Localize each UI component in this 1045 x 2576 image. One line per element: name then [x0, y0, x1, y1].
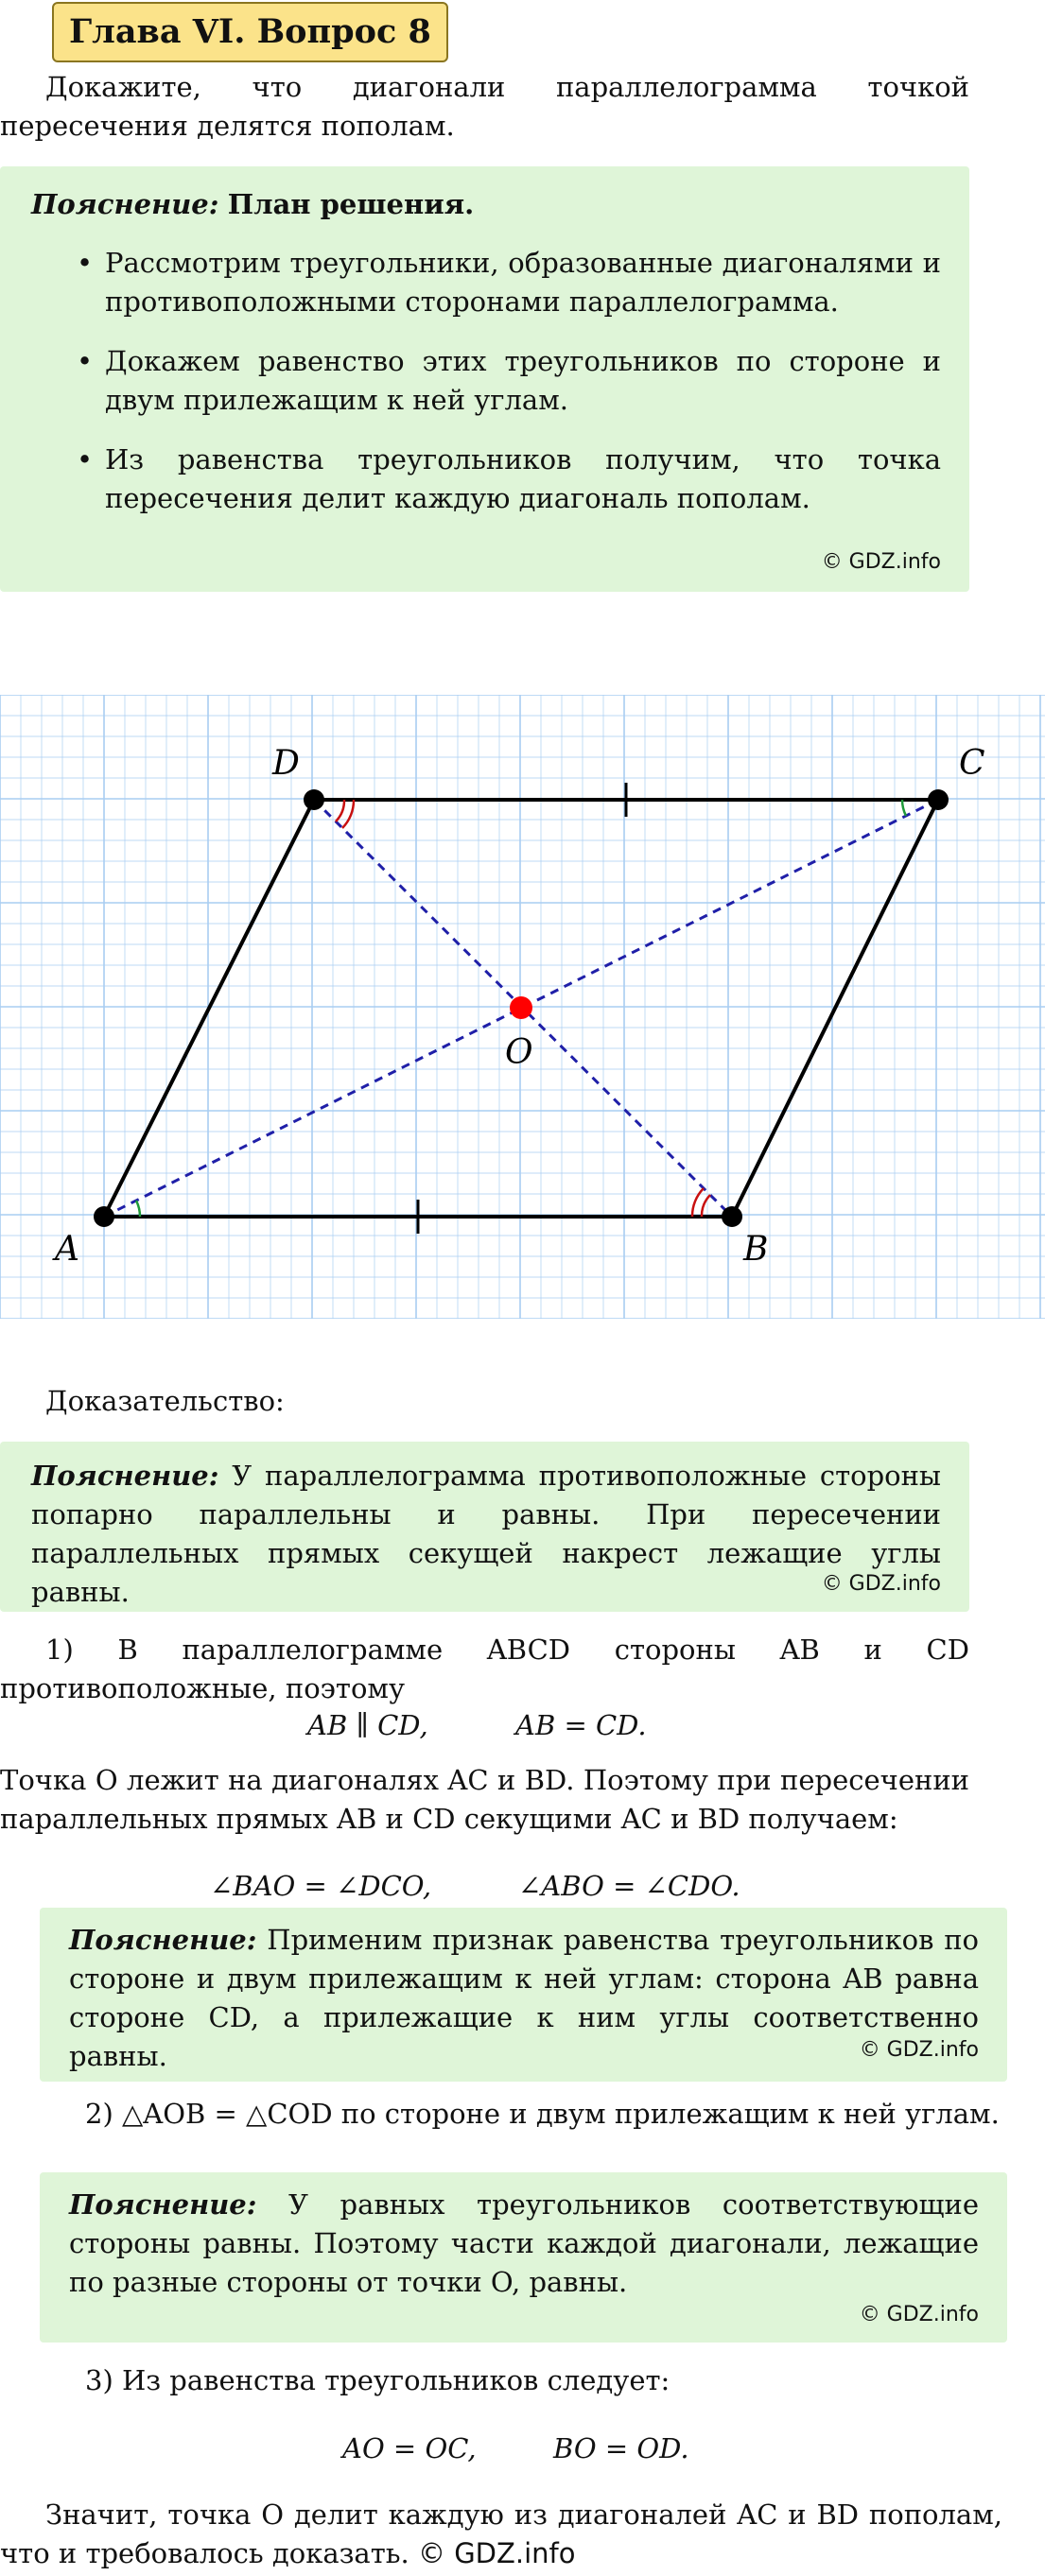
plan-list	[31, 244, 941, 539]
explanation-box-1	[0, 1442, 969, 1612]
explanation-box-3	[40, 2172, 1007, 2343]
explanation-2-text-block	[69, 1921, 979, 2076]
explanation-3-text-block	[69, 2186, 979, 2302]
vertex-a	[94, 1206, 114, 1227]
step-2-text: 2) △AOB = △COD по стороне и двум прилежащим к ней углам.	[85, 2098, 1000, 2130]
label-b: B	[743, 1230, 769, 1269]
explanation-3-copyright: © GDZ.info	[859, 2303, 979, 2326]
step-1-formula-parallel: AB ∥ CD,	[307, 1709, 428, 1741]
plan-item: • Из равенства треугольников получим, что точка пересечения делит каждую диагональ пополам.	[31, 441, 941, 518]
paragraph-2-text: Точка O лежит на диагоналях AC и BD. Поэтому при пересечении параллельных прямых AB и CD секущими AC и BD получаем:	[0, 1764, 969, 1835]
plan-explanation-box	[0, 166, 969, 592]
label-o: O	[505, 1033, 533, 1072]
step-3-text: 3) Из равенства треугольников следует:	[85, 2364, 671, 2396]
step-3-formula-ao-oc: AO = OC,	[342, 2432, 477, 2464]
paragraph-2-formula-angle-2: ∠ABO = ∠CDO.	[518, 1870, 740, 1902]
explanation-2-text: Применим признак равенства треугольников по стороне и двум прилежащим к ней углам: сторона AB равна стороне CD, а прилежащие к ним углы соответственно равны.	[69, 1924, 980, 2072]
step-1-text: 1) В параллелограмме ABCD стороны AB и CD противоположные, поэтому	[0, 1634, 969, 1704]
explanation-3-label: Пояснение:	[69, 2188, 257, 2221]
plan-copyright: © GDZ.info	[821, 550, 941, 574]
explanation-2-label: Пояснение:	[69, 1924, 257, 1956]
explanation-1-label: Пояснение:	[31, 1460, 219, 1492]
plan-item: • Рассмотрим треугольники, образованные диагоналями и противоположными сторонами параллелограмма.	[31, 244, 941, 321]
plan-heading: План решения.	[227, 188, 475, 220]
proof-label: Доказательство:	[45, 1385, 285, 1417]
page-title: Глава VI. Вопрос 8	[52, 2, 448, 62]
vertex-c	[928, 789, 949, 810]
problem-statement: Докажите, что диагонали параллелограмма точкой пересечения делятся пополам.	[0, 71, 969, 142]
center-point-o	[510, 996, 532, 1019]
label-c: C	[959, 744, 985, 783]
vertex-d	[304, 789, 324, 810]
conclusion-text: Значит, точка O делит каждую из диагоналей AC и BD пополам, что и требовалось доказать.	[0, 2498, 1002, 2569]
label-d: D	[272, 744, 300, 783]
step-1-formula-equal: AB = CD.	[515, 1709, 647, 1741]
vertex-b	[722, 1206, 742, 1227]
explanation-box-2	[40, 1908, 1007, 2082]
label-a: A	[55, 1230, 79, 1269]
plan-item: • Докажем равенство этих треугольников по стороне и двум прилежащим к ней углам.	[31, 342, 941, 420]
plan-heading-line	[31, 185, 474, 224]
explanation-1-text: У параллелограмма противоположные стороны попарно параллельны и равны. При пересечении параллельных прямых секущей накрест лежащие углы равны.	[31, 1460, 942, 1608]
explanation-1-text-block	[31, 1457, 941, 1612]
explanation-3-text: У равных треугольников соответствующие стороны равны. Поэтому части каждой диагонали, лежащие по разные стороны от точки O, равны.	[69, 2188, 979, 2298]
conclusion-copyright: © GDZ.info	[417, 2537, 576, 2569]
parallelogram-figure	[0, 695, 1045, 1319]
plan-label: Пояснение:	[31, 188, 219, 220]
step-3-formula-bo-od: BO = OD.	[553, 2432, 689, 2464]
paragraph-2-formula-angle-1: ∠BAO = ∠DCO,	[210, 1870, 432, 1902]
conclusion-block	[0, 2496, 1002, 2573]
explanation-2-copyright: © GDZ.info	[859, 2038, 979, 2062]
explanation-1-copyright: © GDZ.info	[821, 1572, 941, 1596]
